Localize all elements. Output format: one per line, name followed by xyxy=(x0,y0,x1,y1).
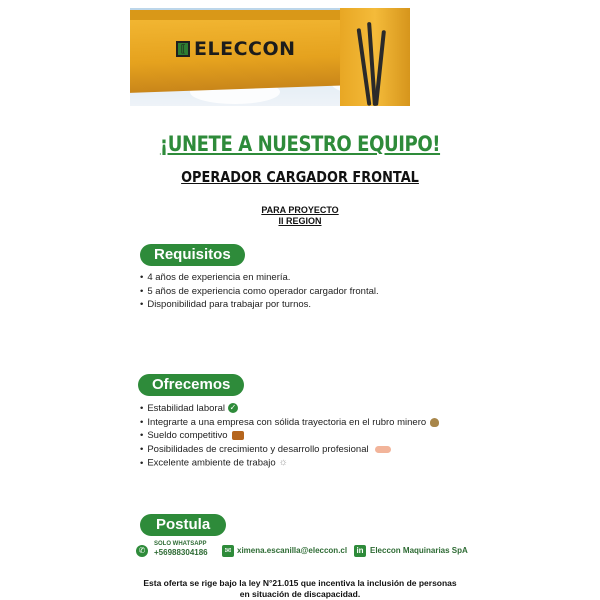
list-item xyxy=(140,456,439,470)
legal-line-1: Esta oferta se rige bajo la ley N°21.015 que incentiva la inclusión de personas xyxy=(143,578,457,588)
list-item xyxy=(140,416,439,430)
project-line-2: II REGION xyxy=(278,216,322,226)
list-item-text: Excelente ambiente de trabajo xyxy=(147,457,276,469)
requisitos-list xyxy=(140,271,379,312)
postula-heading: Postula xyxy=(140,514,226,536)
ofrecemos-list xyxy=(140,402,439,470)
handshake-icon xyxy=(375,446,391,453)
email-icon: ✉ xyxy=(222,545,234,557)
list-item: • Disponibilidad para trabajar por turnos. xyxy=(140,298,379,312)
list-item-text: Estabilidad laboral xyxy=(147,403,225,414)
eleccon-logo xyxy=(176,38,296,60)
banner-image xyxy=(130,8,410,106)
briefcase-icon xyxy=(232,431,244,440)
project-line-1: PARA PROYECTO xyxy=(261,205,339,215)
legal-notice xyxy=(130,578,470,600)
legal-line-2: en situación de discapacidad. xyxy=(239,589,361,599)
project-info xyxy=(130,205,470,227)
logo-text: ELECCON xyxy=(194,38,296,60)
checkmark-icon: ✓ xyxy=(229,403,237,413)
requisitos-heading: Requisitos xyxy=(140,244,245,266)
money-bag-icon xyxy=(430,418,439,427)
job-poster xyxy=(130,8,470,599)
linkedin-name[interactable]: Eleccon Maquinarias SpA xyxy=(370,546,468,555)
list-item-text: Integrarte a una empresa con sólida trayectoria en el rubro minero xyxy=(147,416,427,428)
list-item xyxy=(140,402,439,416)
logo-mark-icon: ⟦ xyxy=(176,41,190,57)
phone-number[interactable]: +56988304186 xyxy=(154,548,208,557)
whatsapp-icon: ✆ xyxy=(136,545,148,557)
email-address[interactable]: ximena.escanilla@eleccon.cl xyxy=(237,546,348,555)
list-item-text: Sueldo competitivo xyxy=(147,430,228,442)
list-item-text: Posibilidades de crecimiento y desarrollo profesional xyxy=(147,443,369,455)
ofrecemos-heading: Ofrecemos xyxy=(138,374,244,396)
list-item xyxy=(140,443,439,457)
headline: ¡UNETE A NUESTRO EQUIPO! xyxy=(159,132,441,156)
whatsapp-label: SOLO WHATSAPP xyxy=(154,541,207,547)
job-title: OPERADOR CARGADOR FRONTAL xyxy=(181,168,419,186)
sun-icon: ☼ xyxy=(278,457,288,469)
list-item xyxy=(140,429,439,443)
list-item: • 4 años de experiencia en minería. xyxy=(140,271,379,285)
contact-row xyxy=(136,540,470,564)
list-item: • 5 años de experiencia como operador cargador frontal. xyxy=(140,285,379,299)
linkedin-icon: in xyxy=(354,545,366,557)
